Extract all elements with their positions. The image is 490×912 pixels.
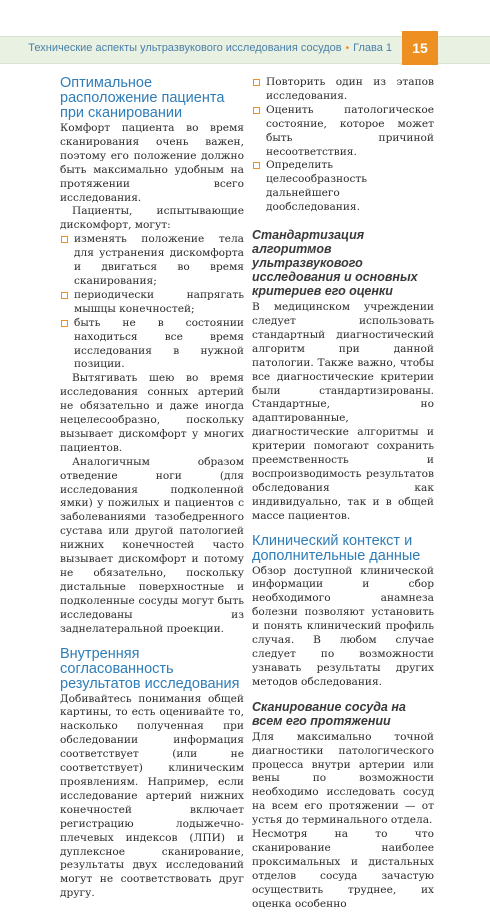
list-item-text: Оценить патологическое состояние, которое может быть причиной несоответствия. (266, 103, 434, 158)
bullet-list-actions (252, 76, 434, 215)
section-title-full-length-scan: Сканирование сосуда на всем его протяжении (252, 699, 406, 728)
section-title-patient-position: Оптимальное расположение пациента при сканировании (60, 75, 225, 121)
paragraph: Несмотря на то что сканирование наиболее проксимальных и дистальных отделов сосуда зачастую осуществить труднее, их оценка особенно (252, 828, 434, 910)
paragraph: Пациенты, испытывающие дискомфорт, могут: (60, 205, 244, 232)
list-item-text: периодически напрягать мышцы конечностей; (74, 288, 244, 315)
list-item (252, 104, 434, 160)
paragraph: В медицинском учреждении следует использовать стандартный диагностический алгоритм при данной патологии. Также важно, чтобы все диагностические критерии были стандартизированы. Стандартные, но адаптированные, диагностические алгоритмы и критерии помогают сохранить преемственность и воспроизводимость результатов обследования как индивидуально, так и в общей массе пациентов. (252, 301, 434, 522)
square-bullet-icon (253, 107, 260, 114)
header-separator: • (345, 43, 350, 54)
square-bullet-icon (253, 162, 260, 169)
list-item-text: изменять положение тела для устранения дискомфорта и двигаться во время сканирования; (74, 233, 244, 287)
section-title-internal-consistency: Внутренняя согласованность результатов исследования (60, 645, 240, 692)
chapter-label: Глава 1 (353, 42, 392, 54)
list-item (60, 233, 244, 289)
paragraph: Добивайтесь понимания общей картины, то есть оценивайте то, насколько полученная при обследовании информация соответствует (или не соответствует) клиническим проявлениям. Например, если исследование артерий нижних конечностей включает регистрацию лодыжечно-плечевых индексов (ЛПИ) и дуплексное сканирование, результаты двух исследований могут не соответствовать друг другу. (60, 692, 244, 900)
square-bullet-icon (253, 79, 260, 86)
list-item (252, 159, 434, 215)
square-bullet-icon (61, 292, 68, 299)
list-item-text: Определить целесообразность дальнейшего дообследования. (266, 159, 368, 214)
paragraph: Для максимально точной диагностики патологического процесса внутри артерии или вены по возможности необходимо исследовать сосуд на всем его протяжении — от устья до терминального отдела. (252, 730, 434, 827)
list-item (60, 317, 244, 373)
square-bullet-icon (61, 320, 68, 327)
list-item-text: Повторить один из этапов исследования. (266, 76, 434, 102)
section-title-standardization: Стандартизация алгоритмов ультразвукового исследования и основных критериев его оценки (252, 228, 418, 299)
paragraph: Комфорт пациента во время сканирования очень важен, поэтому его положение должно быть максимально удобным на протяжении всего исследования. (60, 122, 244, 204)
running-header-text (28, 42, 392, 54)
paragraph: Вытягивать шею во время исследования сонных артерий не обязательно и даже иногда нецелесообразно, поскольку вызывает дискомфорт у многих пациентов. (60, 372, 244, 454)
right-column (252, 76, 434, 912)
left-column (60, 76, 244, 901)
paragraph: Аналогичным образом отведение ноги (для исследования подколенной ямки) у пожилых и пациентов с заболеваниями тазобедренного сустава или другой патологией нижних конечностей часто вызывает дискомфорт и потому не обязательно, поскольку дистальные поверхностные и подколенные сосуды могут быть исследованы из заднелатеральной проекции. (60, 455, 244, 635)
section-title-clinical-context: Клинический контекст и дополнительные данные (252, 532, 421, 564)
paragraph: Обзор доступной клинической информации и сбор необходимого анамнеза болезни позволяют установить и понять клинический профиль случая. В любом случае следует по возможности узнавать результаты других методов обследования. (252, 564, 434, 688)
list-item (252, 76, 434, 104)
square-bullet-icon (61, 236, 68, 243)
list-item-text: быть не в состоянии находиться все время исследования в нужной позиции. (74, 316, 244, 371)
bullet-list-discomfort (60, 233, 244, 372)
running-title: Технические аспекты ультразвукового исследования сосудов (28, 42, 342, 54)
page-number: 15 (402, 31, 438, 65)
list-item (60, 289, 244, 317)
